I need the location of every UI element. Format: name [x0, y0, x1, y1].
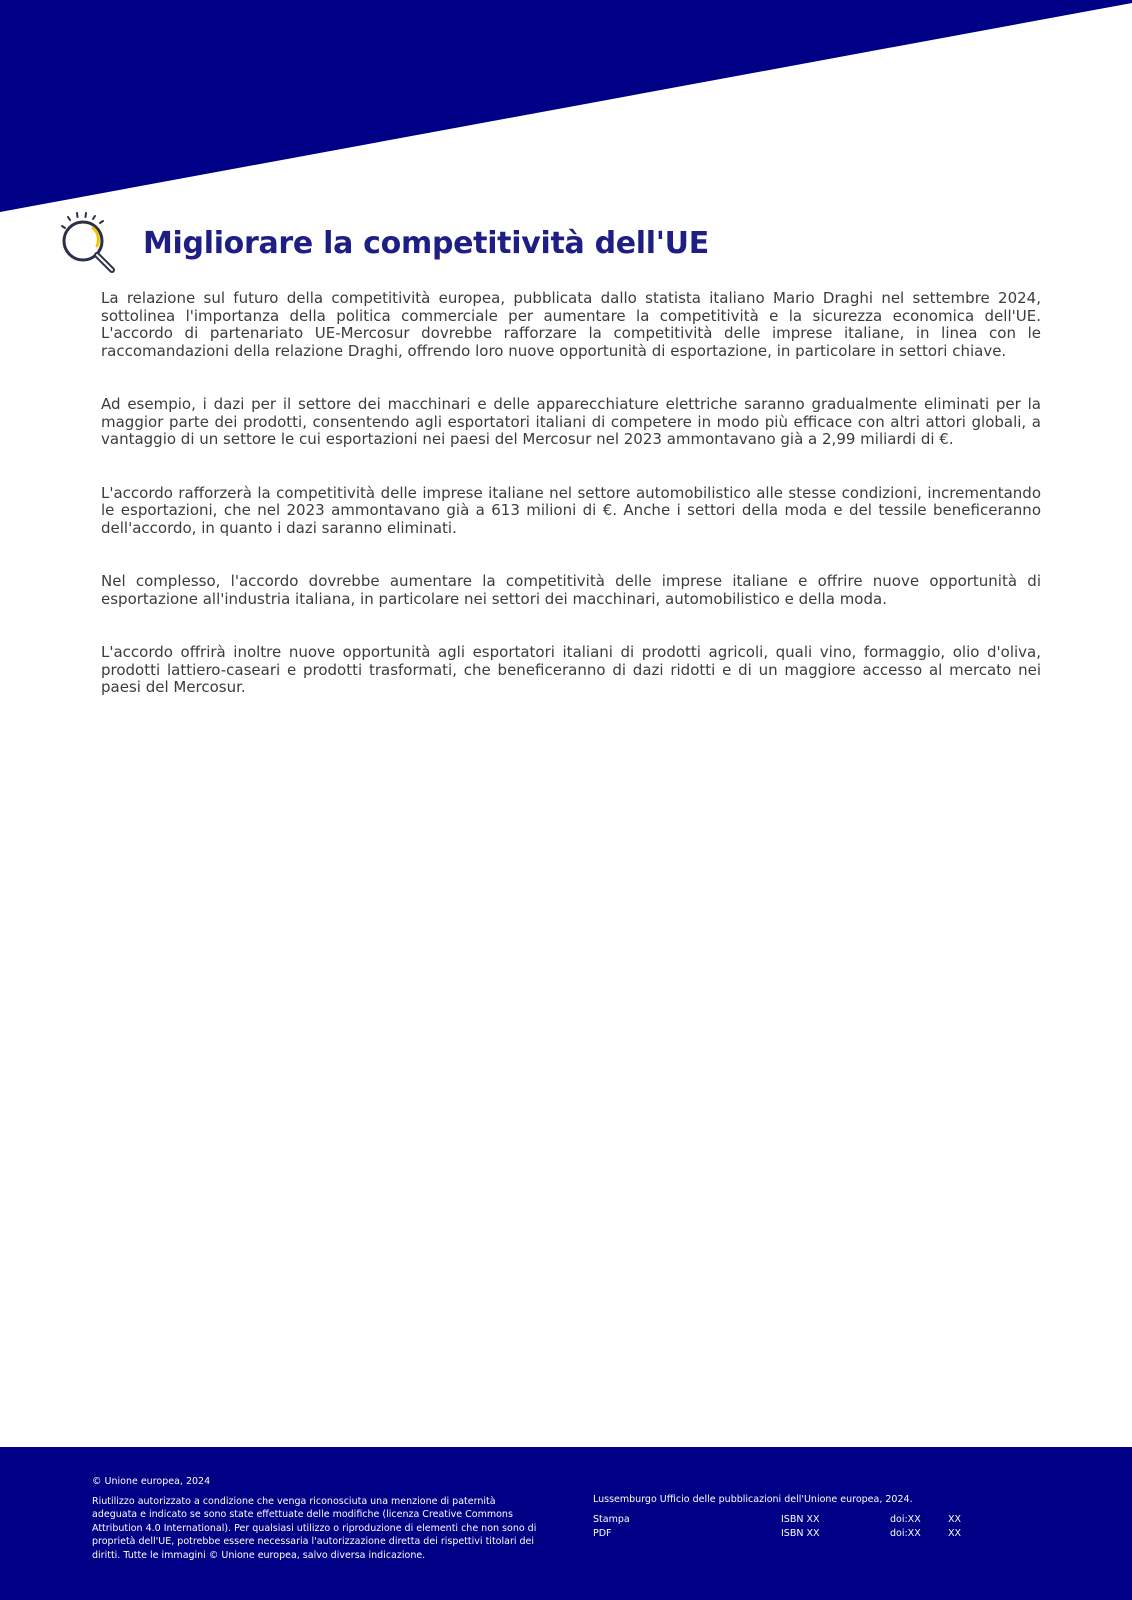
license-text: Riutilizzo autorizzato a condizione che venga riconosciuta una menzione di paternità adeguata e indicato se sono state effettuate delle modifiche (licenza Creative Commons Attribution 4.0 International). Per qualsiasi utilizzo o riproduzione di elementi che non sono di proprietà dell'UE, potrebbe essere necessaria l'autorizzazione diretta dei rispettivi titolari dei diritti. Tutte le immagini © Unione europea, salvo diversa indicazione. — [92, 1495, 537, 1561]
catalogue-code: XX — [948, 1527, 962, 1539]
paragraph: L'accordo rafforzerà la competitività delle imprese italiane nel settore automobilistico alle stesse condizioni, incrementando le esportazioni, che nel 2023 ammontavano già a 613 milioni di €. Anche i settori della moda e del tessile beneficeranno dell'accordo, in quanto i dazi saranno eliminati. — [101, 483, 1041, 537]
footer — [0, 1447, 1132, 1600]
publisher-line: Lussemburgo Ufficio delle pubblicazioni dell'Unione europea, 2024. — [593, 1494, 913, 1505]
catalogue-code: XX — [948, 1513, 962, 1525]
doi: doi:XX — [890, 1513, 921, 1525]
paragraph: L'accordo offrirà inoltre nuove opportunità agli esportatori italiani di prodotti agricoli, quali vino, formaggio, olio d'oliva, prodotti lattiero-caseari e prodotti trasformati, che beneficeranno di dazi ridotti e di un maggiore accesso al mercato nei paesi del Mercosur. — [101, 643, 1041, 696]
magnifier-icon — [58, 208, 120, 278]
format-label: Stampa — [593, 1513, 630, 1525]
pdf-identifiers — [593, 1527, 1013, 1541]
paragraph: La relazione sul futuro della competitività europea, pubblicata dallo statista italiano Mario Draghi nel settembre 2024, sottolinea l'importanza della politica commerciale per aumentare la competitività e la sicurezza economica dell'UE. L'accordo di partenariato UE-Mercosur dovrebbe rafforzare la competitività delle imprese italiane, in linea con le raccomandazioni della relazione Draghi, offrendo loro nuove opportunità di esportazione, in particolare in settori chiave. — [101, 289, 1041, 360]
article-body — [101, 290, 1041, 733]
footer-legal — [92, 1475, 542, 1562]
print-identifiers — [593, 1513, 1013, 1527]
paragraph: Ad esempio, i dazi per il settore dei macchinari e delle apparecchiature elettriche saranno gradualmente eliminati per la maggior parte dei prodotti, consentendo agli esportatori italiani di competere in modo più efficace con altri attori globali, a vantaggio di un settore le cui esportazioni nei paesi del Mercosur nel 2023 ammontavano già a 2,99 miliardi di €. — [101, 395, 1041, 448]
doi: doi:XX — [890, 1527, 921, 1539]
paragraph: Nel complesso, l'accordo dovrebbe aumentare la competitività delle imprese italiane e offrire nuove opportunità di esportazione all'industria italiana, in particolare nei settori dei macchinari, automobilistico e della moda. — [101, 572, 1041, 608]
isbn: ISBN XX — [781, 1527, 820, 1539]
title-row — [58, 208, 709, 278]
footer-publication-info — [593, 1493, 1013, 1541]
header-banner — [0, 0, 1132, 215]
page-title: Migliorare la competitività dell'UE — [143, 225, 709, 261]
copyright-notice: © Unione europea, 2024 — [92, 1476, 211, 1487]
isbn: ISBN XX — [781, 1513, 820, 1525]
format-label: PDF — [593, 1527, 612, 1539]
